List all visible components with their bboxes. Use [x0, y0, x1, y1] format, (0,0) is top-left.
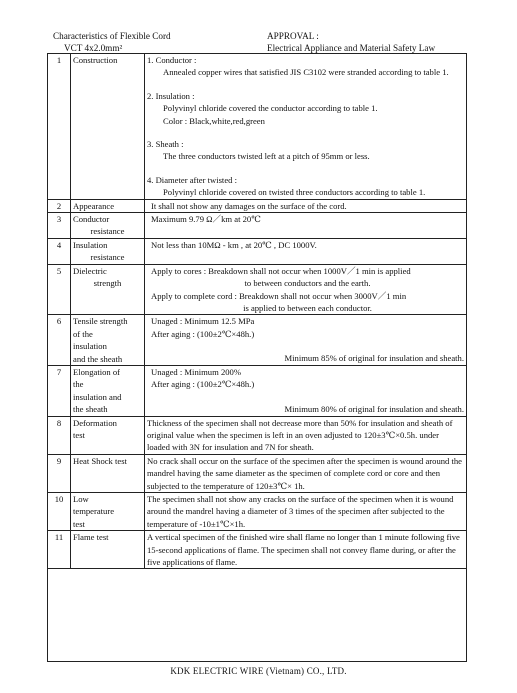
item-label-line: strength	[93, 278, 122, 289]
table-row	[48, 238, 467, 264]
item-label-line: resistance	[90, 252, 125, 263]
row-number: 11	[48, 531, 71, 569]
table-row	[48, 416, 467, 454]
section-title: 4. Diameter after twisted :	[147, 174, 237, 185]
spec-text	[145, 315, 467, 366]
row-number: 4	[48, 238, 71, 264]
item-label-line: temperature	[73, 506, 115, 517]
item-label	[71, 264, 145, 315]
spec-text	[145, 54, 467, 200]
row-number: 7	[48, 365, 71, 416]
item-label: Flame test	[71, 531, 145, 569]
item-label: Construction	[71, 54, 145, 200]
row-number: 8	[48, 416, 71, 454]
row-number: 2	[48, 199, 71, 212]
spec-line: Apply to complete cord : Breakdown shall not occur when 3000V／1 min	[151, 290, 407, 301]
table-row	[48, 531, 467, 569]
spec-text: The specimen shall not show any cracks on the surface of the specimen when it is wound around the mandrel having a diameter of 3 times of the specimen after subjected to the temperature of -10±1℃×1h.	[145, 493, 467, 531]
item-label-line: Dielectric	[73, 265, 107, 276]
spec-line: Apply to cores : Breakdown shall not occur when 1000V／1 min is applied	[151, 265, 411, 276]
row-number: 6	[48, 315, 71, 366]
spec-line: to between conductors and the earth.	[244, 278, 371, 289]
section-text: Color : Black,white,red,green	[163, 115, 265, 126]
spec-text: Not less than 10MΩ - km , at 20℃ , DC 1000V.	[145, 238, 467, 264]
item-label-line: insulation	[73, 341, 107, 352]
table-row	[48, 365, 467, 416]
item-label-line: Insulation	[73, 239, 108, 250]
item-label-line: test	[73, 518, 85, 529]
item-label-line: of the	[73, 328, 93, 339]
spec-line: Unaged : Minimum 12.5 MPa	[151, 316, 255, 327]
spec-line: is applied to between each conductor.	[243, 302, 372, 313]
item-label	[71, 315, 145, 366]
table-row	[48, 454, 467, 492]
spec-text: No crack shall occur on the surface of the specimen after the specimen is wound around the mandrel having the same diameter as the specimen of complete cord or core and then subjected to the temperature of 120±3℃× 1h.	[145, 454, 467, 492]
spec-text: Thickness of the specimen shall not decrease more than 50% for insulation and sheath of original value when the specimen is left in an oven adjusted to 120±3℃×0.5h. under loaded with 3N for insulation and 7N for sheath.	[145, 416, 467, 454]
item-label	[71, 213, 145, 239]
item-label-line: test	[73, 429, 85, 440]
item-label-line: Tensile strength	[73, 316, 128, 327]
row-number: 9	[48, 454, 71, 492]
approval-label: APPROVAL :	[267, 31, 319, 41]
item-label-line: insulation and	[73, 391, 122, 402]
table-row	[48, 264, 467, 315]
spec-line: Minimum 85% of original for insulation and sheath.	[284, 353, 464, 364]
item-label-line: the sheath	[73, 404, 108, 415]
item-label-line: Deformation	[73, 417, 117, 428]
spec-line: Minimum 80% of original for insulation and sheath.	[284, 403, 464, 414]
table-row	[48, 493, 467, 531]
section-title: 2. Insulation :	[147, 90, 195, 101]
spec-text: Maximum 9.79 Ω／km at 20℃	[145, 213, 467, 239]
table-row	[48, 54, 467, 200]
row-number: 1	[48, 54, 71, 200]
item-label-line: Elongation of	[73, 366, 121, 377]
spec-text	[145, 365, 467, 416]
item-label	[71, 238, 145, 264]
spec-text: A vertical specimen of the finished wire shall flame no longer than 1 minute following five 15-second applications of flame. The specimen shall not convey flame during, or after the five applications of flame.	[145, 531, 467, 569]
approval-value: Electrical Appliance and Material Safety Law	[267, 43, 436, 53]
table-row	[48, 315, 467, 366]
section-text: Polyvinyl chloride covered on twisted three conductors according to table 1.	[163, 187, 426, 198]
spec-line: After aging : (100±2℃×48h.)	[151, 379, 255, 390]
item-label-line: the	[73, 379, 84, 390]
section-text: The three conductors twisted left at a pitch of 95mm or less.	[163, 151, 370, 162]
section-text: Polyvinyl chloride covered the conductor according to table 1.	[163, 103, 378, 114]
item-label-line: resistance	[90, 226, 125, 237]
item-label: Heat Shock test	[71, 454, 145, 492]
section-text: Annealed copper wires that satisfied JIS C3102 were stranded according to table 1.	[163, 67, 449, 78]
item-label	[71, 365, 145, 416]
row-number: 5	[48, 264, 71, 315]
item-label-line: Conductor	[73, 214, 110, 225]
document-title: Characteristics of Flexible Cord	[53, 31, 171, 41]
item-label: Appearance	[71, 199, 145, 212]
spec-line: Unaged : Minimum 200%	[151, 366, 241, 377]
table-row	[48, 213, 467, 239]
section-title: 3. Sheath :	[147, 139, 184, 150]
row-number: 10	[48, 493, 71, 531]
spec-line: After aging : (100±2℃×48h.)	[151, 328, 255, 339]
item-label-line: and the sheath	[73, 353, 123, 364]
item-label-line: Low	[73, 494, 89, 504]
item-label	[71, 493, 145, 531]
spec-text	[145, 264, 467, 315]
row-number: 3	[48, 213, 71, 239]
item-label	[71, 416, 145, 454]
spec-table	[47, 53, 467, 569]
cord-model: VCT 4x2.0mm²	[64, 43, 123, 53]
table-row	[48, 199, 467, 212]
section-title: 1. Conductor :	[147, 55, 197, 65]
spec-text: It shall not show any damages on the surface of the cord.	[145, 199, 467, 212]
company-footer: KDK ELECTRIC WIRE (Vietnam) CO., LTD.	[170, 666, 347, 676]
